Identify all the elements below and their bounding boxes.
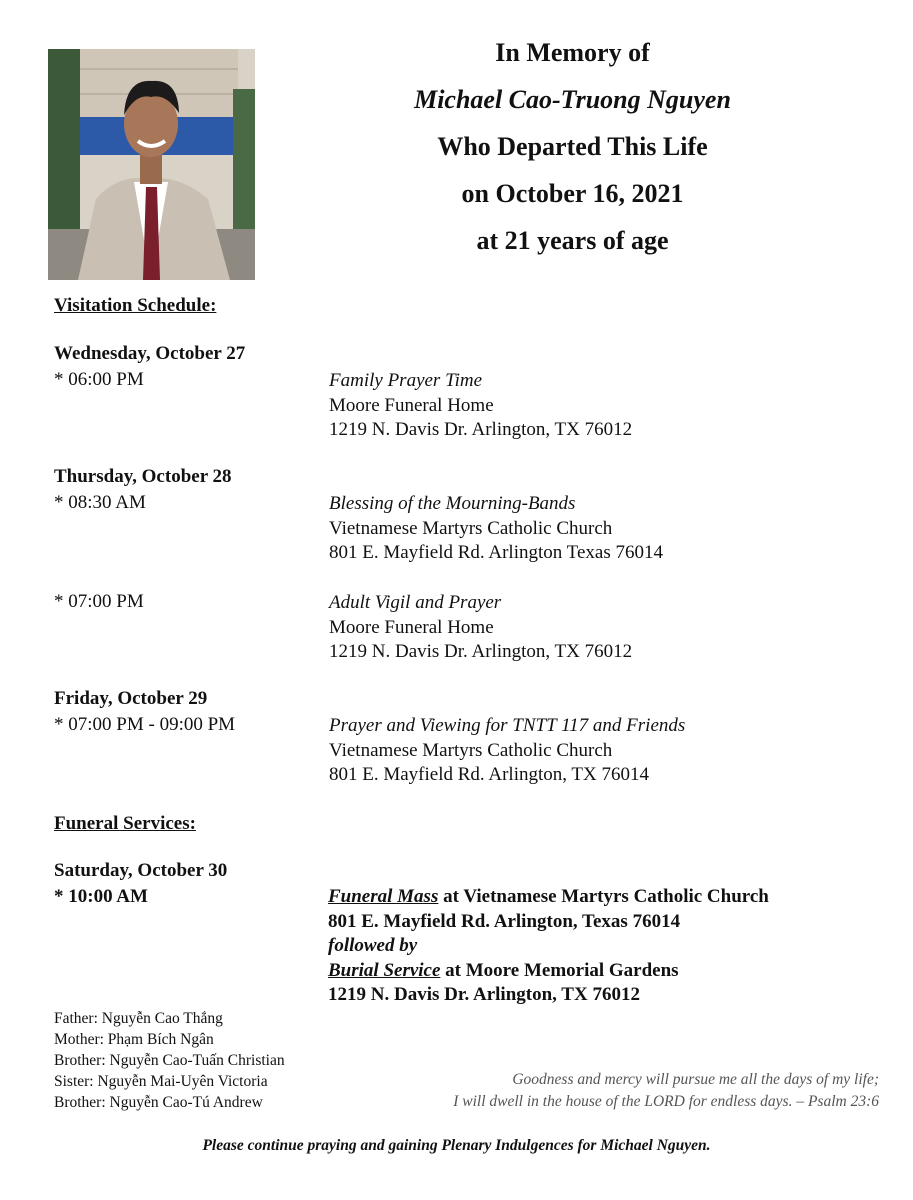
funeral-title: Funeral Services:: [54, 813, 196, 834]
event-time: * 08:30 AM: [54, 492, 146, 513]
event-name: Blessing of the Mourning-Bands: [329, 493, 576, 514]
family-member: Mother: Phạm Bích Ngân: [54, 1031, 214, 1048]
burial-place: at Moore Memorial Gardens: [440, 959, 679, 981]
funeral-day: Saturday, October 30: [54, 860, 228, 881]
event-details: [329, 714, 685, 788]
event-name: Adult Vigil and Prayer: [329, 592, 502, 613]
family-member: Brother: Nguyễn Cao-Tuấn Christian: [54, 1052, 285, 1069]
followed-by: followed by: [328, 935, 418, 956]
family-member: Sister: Nguyễn Mai-Uyên Victoria: [54, 1073, 268, 1090]
death-date: on October 16, 2021: [461, 179, 684, 208]
psalm-quote: [453, 1069, 879, 1113]
event-place: Moore Funeral Home: [329, 394, 494, 416]
event-place: Moore Funeral Home: [329, 616, 494, 638]
event-details: [329, 492, 663, 566]
event-address: 1219 N. Davis Dr. Arlington, TX 76012: [329, 641, 633, 662]
event-address: 801 E. Mayfield Rd. Arlington, TX 76014: [329, 764, 649, 785]
event-details: [329, 591, 632, 665]
deceased-name: Michael Cao-Truong Nguyen: [414, 85, 731, 114]
burial-label: Burial Service: [328, 959, 441, 981]
event-address: 1219 N. Davis Dr. Arlington, TX 76012: [329, 419, 633, 440]
header-line-1: In Memory of: [495, 38, 650, 67]
psalm-line-1: Goodness and mercy will pursue me all the days of my life;: [512, 1071, 879, 1088]
day-heading: Wednesday, October 27: [54, 343, 246, 364]
event-place: Vietnamese Martyrs Catholic Church: [329, 517, 613, 539]
visitation-title: Visitation Schedule:: [54, 295, 217, 316]
funeral-mass-place: at Vietnamese Martyrs Catholic Church: [438, 886, 769, 907]
age-line: at 21 years of age: [476, 226, 669, 255]
event-address: 801 E. Mayfield Rd. Arlington Texas 76014: [329, 542, 663, 563]
funeral-time: * 10:00 AM: [54, 886, 148, 907]
day-heading: Friday, October 29: [54, 688, 208, 709]
funeral-mass-address: 801 E. Mayfield Rd. Arlington, Texas 76014: [328, 910, 681, 932]
event-name: Family Prayer Time: [329, 370, 483, 391]
portrait-photo: [48, 49, 255, 280]
event-time: * 07:00 PM: [54, 591, 144, 612]
event-time: * 06:00 PM: [54, 369, 144, 390]
event-time: * 07:00 PM - 09:00 PM: [54, 714, 236, 735]
family-member: Brother: Nguyễn Cao-Tú Andrew: [54, 1094, 263, 1111]
funeral-details: [328, 885, 769, 1008]
psalm-line-2: I will dwell in the house of the LORD for endless days. – Psalm 23:6: [453, 1093, 879, 1110]
family-list: [54, 1008, 285, 1113]
memorial-header: [330, 33, 815, 268]
event-place: Vietnamese Martyrs Catholic Church: [329, 739, 613, 761]
burial-line: [328, 959, 769, 984]
event-name: Prayer and Viewing for TNTT 117 and Friends: [329, 715, 686, 736]
funeral-mass-label: Funeral Mass: [328, 886, 439, 907]
funeral-mass-line: [328, 885, 769, 910]
burial-address: 1219 N. Davis Dr. Arlington, TX 76012: [328, 984, 640, 1005]
header-line-3: Who Departed This Life: [437, 132, 708, 161]
footer-note: Please continue praying and gaining Plenary Indulgences for Michael Nguyen.: [202, 1137, 711, 1154]
day-heading: Thursday, October 28: [54, 466, 232, 487]
event-details: [329, 369, 632, 443]
family-member: Father: Nguyễn Cao Thắng: [54, 1010, 223, 1027]
